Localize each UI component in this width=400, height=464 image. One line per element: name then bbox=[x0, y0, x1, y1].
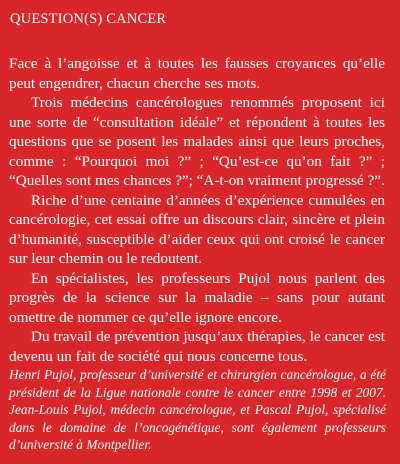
blurb bbox=[9, 54, 385, 366]
blurb-paragraph-3: Riche d’une centaine d’années d’expérience cumulées en cancérologie, cet essai offre un discours clair, sincère et plein d’humanité, susceptible d’aider ceux qui ont croisé le cancer sur leur chemin ou le redoutent. bbox=[9, 191, 385, 267]
book-title: QUESTION(S) CANCER bbox=[10, 11, 167, 27]
blurb-paragraph-2: Trois médecins cancérologues renommés proposent ici une sorte de “consultation idéale” et répondent à toutes les questions que se posent les malades ainsi que leurs proches, comme : “Pourquoi moi ?” ; “Qu’est-ce qu’on fait ?” ; “Quelles sont mes chances ?”; “A-t-on vraiment progressé ?”. bbox=[9, 94, 385, 189]
author-bio: Henri Pujol, professeur d’université et chirurgien cancérologue, a été président de la Ligue nationale contre le cancer entre 1998 et 2007. Jean-Louis Pujol, médecin cancérologue, et Pascal Pujol, spécialisé dans le domaine de l’oncogénétique, sont également professeurs d’université à Montpellier. bbox=[9, 367, 386, 453]
blurb-paragraph-4: En spécialistes, les professeurs Pujol nous parlent des progrès de la science sur la maladie – sans pour autant omettre de nommer ce qu’elle ignore encore. bbox=[9, 269, 385, 326]
blurb-paragraph-5: Du travail de prévention jusqu’aux thérapies, le cancer est devenu un fait de société qui nous concerne tous. bbox=[9, 328, 385, 365]
blurb-paragraph-1: Face à l’angoisse et à toutes les fausses croyances qu’elle peut engendrer, chacun cherche ses mots. bbox=[9, 55, 385, 92]
